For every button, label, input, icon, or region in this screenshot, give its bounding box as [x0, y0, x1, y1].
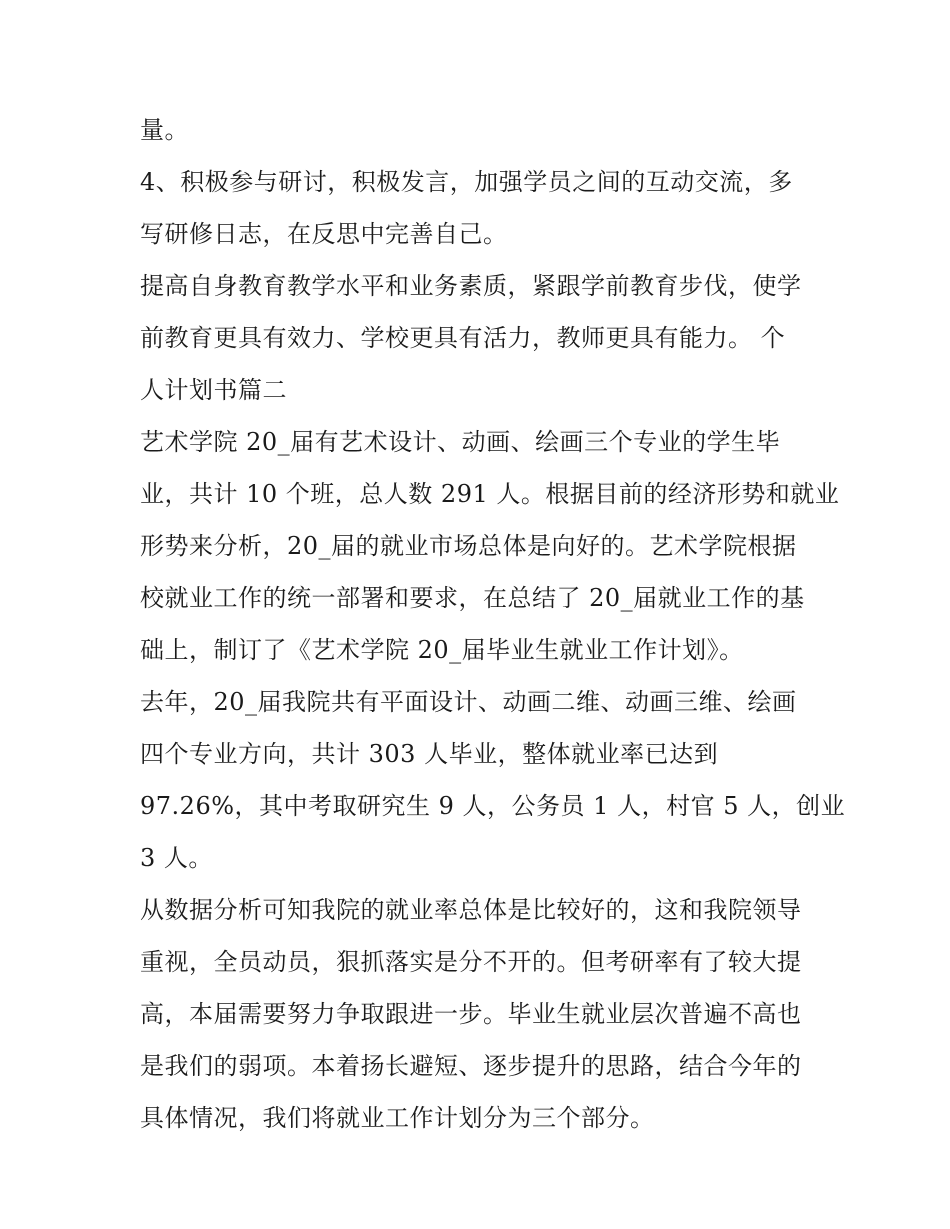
text-line: 从数据分析可知我院的就业率总体是比较好的，这和我院领导 — [140, 896, 802, 924]
body-text — [140, 104, 846, 1144]
text-line: 写研修日志，在反思中完善自己。 — [140, 220, 508, 248]
text-line: 前教育更具有效力、学校更具有活力，教师更具有能力。 个 — [140, 324, 786, 352]
text-line: 具体情况，我们将就业工作计划分为三个部分。 — [140, 1104, 655, 1132]
text-line: 97.26%，其中考取研究生 9 人，公务员 1 人，村官 5 人，创业 — [140, 792, 846, 820]
text-line: 础上，制订了《艺术学院 20_届毕业生就业工作计划》。 — [140, 636, 744, 664]
text-line: 校就业工作的统一部署和要求，在总结了 20_届就业工作的基 — [140, 584, 805, 612]
text-line: 去年，20_届我院共有平面设计、动画二维、动画三维、绘画 — [140, 688, 797, 716]
text-line: 量。 — [140, 116, 189, 144]
text-line: 3 人。 — [140, 844, 213, 872]
text-line: 提高自身教育教学水平和业务素质，紧跟学前教育步伐，使学 — [140, 272, 802, 300]
text-line: 形势来分析，20_届的就业市场总体是向好的。艺术学院根据 — [140, 532, 797, 560]
text-line: 四个专业方向，共计 303 人毕业，整体就业率已达到 — [140, 740, 719, 768]
text-line: 人计划书篇二 — [140, 376, 287, 404]
text-line: 4、积极参与研讨，积极发言，加强学员之间的互动交流，多 — [140, 168, 793, 196]
text-line: 艺术学院 20_届有艺术设计、动画、绘画三个专业的学生毕 — [140, 428, 781, 456]
text-line: 是我们的弱项。本着扬长避短、逐步提升的思路，结合今年的 — [140, 1052, 802, 1080]
text-line: 重视，全员动员，狠抓落实是分不开的。但考研率有了较大提 — [140, 948, 802, 976]
text-line: 高，本届需要努力争取跟进一步。毕业生就业层次普遍不高也 — [140, 1000, 802, 1028]
text-line: 业，共计 10 个班，总人数 291 人。根据目前的经济形势和就业 — [140, 480, 840, 508]
